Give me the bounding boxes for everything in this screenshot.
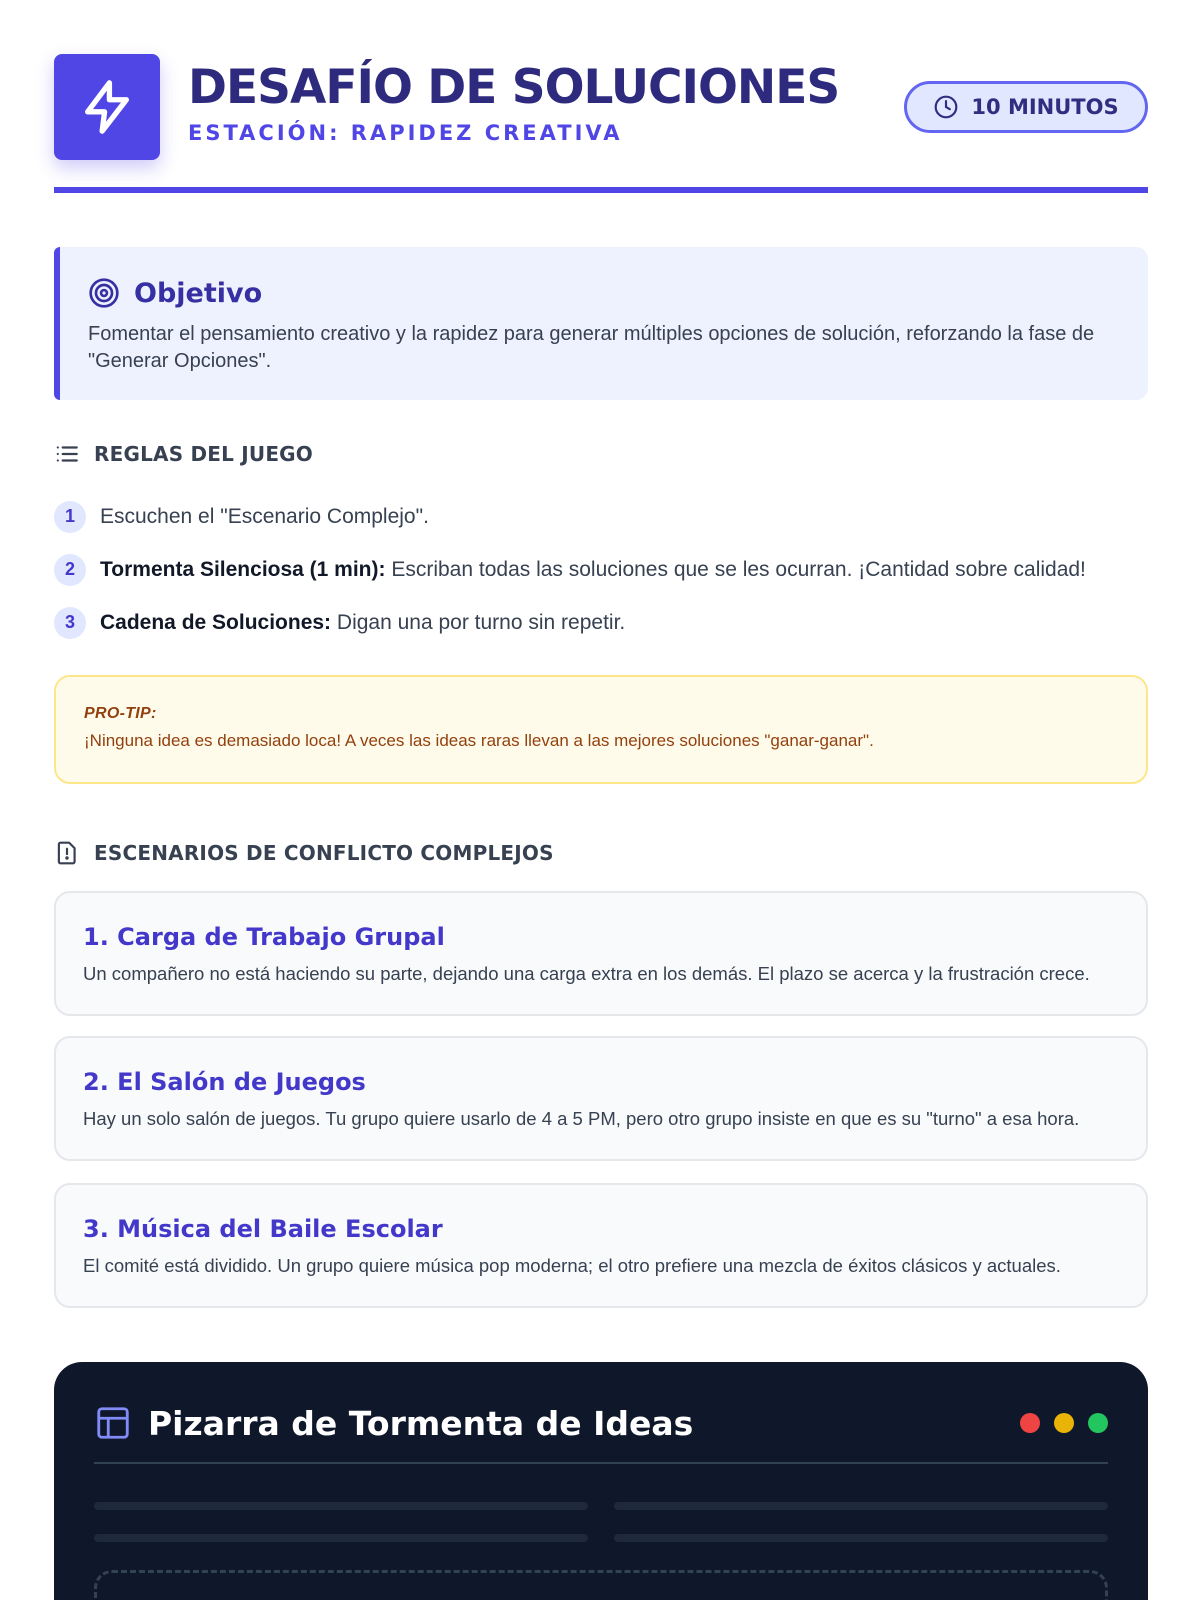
scenario-card [54, 891, 1148, 1016]
challenge-page [54, 0, 1148, 1443]
rule-item [54, 490, 1148, 543]
page-title: DESAFÍO DE SOLUCIONES [188, 60, 840, 115]
board-title: Pizarra de Tormenta de Ideas [148, 1403, 694, 1443]
objective-title: Objetivo [134, 277, 263, 309]
brainstorm-board [54, 1362, 1148, 1600]
header-divider [54, 187, 1148, 193]
rules-list [54, 490, 1148, 649]
list-icon [54, 441, 80, 467]
pro-tip-label: PRO-TIP: [84, 705, 157, 722]
rule-item [54, 543, 1148, 596]
header [54, 0, 1148, 194]
yellow-dot [1054, 1413, 1074, 1433]
scenario-title: 3. Música del Baile Escolar [83, 1215, 443, 1243]
scenario-text: Un compañero no está haciendo su parte, dejando una carga extra en los demás. El plazo se acerca y la frustración crece. [83, 963, 1090, 984]
objective-text: Fomentar el pensamiento creativo y la rapidez para generar múltiples opciones de solución, reforzando la fase de "Generar Opciones". [88, 323, 1095, 372]
pro-tip-box [54, 675, 1148, 784]
placeholder-line [94, 1534, 588, 1542]
time-badge-label: 10 MINUTOS [971, 95, 1119, 119]
board-header [94, 1362, 1108, 1464]
green-dot [1088, 1413, 1108, 1433]
rule-number: 2 [54, 554, 86, 586]
pro-tip-text: ¡Ninguna idea es demasiado loca! A veces las ideas raras llevan a las mejores soluciones "ganar-ganar". [84, 731, 874, 750]
alert-file-icon [54, 840, 80, 866]
scenarios-heading [54, 840, 554, 866]
lightning-icon [78, 78, 136, 136]
idea-input-area[interactable] [94, 1570, 1108, 1600]
target-icon [88, 277, 120, 309]
window-dots [1020, 1413, 1108, 1433]
rule-number: 1 [54, 501, 86, 533]
rules-heading-label: REGLAS DEL JUEGO [94, 442, 314, 466]
scenario-text: Hay un solo salón de juegos. Tu grupo quiere usarlo de 4 a 5 PM, pero otro grupo insiste en que es su "turno" a esa hora. [83, 1108, 1080, 1129]
scenario-card [54, 1183, 1148, 1308]
rule-text: Cadena de Soluciones: Digan una por turno sin repetir. [100, 610, 626, 634]
placeholder-line [614, 1534, 1108, 1542]
rules-heading [54, 441, 313, 467]
rule-text: Escuchen el "Escenario Complejo". [100, 504, 429, 528]
station-subtitle: ESTACIÓN: RAPIDEZ CREATIVA [188, 121, 623, 145]
time-badge [904, 81, 1148, 133]
red-dot [1020, 1413, 1040, 1433]
clock-icon [933, 94, 959, 120]
scenario-title: 2. El Salón de Juegos [83, 1068, 366, 1096]
rule-text: Tormenta Silenciosa (1 min): Escriban todas las soluciones que se les ocurran. ¡Cantidad sobre calidad! [100, 557, 1086, 581]
placeholder-line [614, 1502, 1108, 1510]
board-placeholder-lines [94, 1502, 1108, 1562]
objective-box [54, 247, 1148, 400]
rule-number: 3 [54, 607, 86, 639]
rule-item [54, 596, 1148, 649]
scenarios-heading-label: ESCENARIOS DE CONFLICTO COMPLEJOS [94, 841, 554, 865]
scenario-text: El comité está dividido. Un grupo quiere música pop moderna; el otro prefiere una mezcla de éxitos clásicos y actuales. [83, 1255, 1061, 1276]
layout-icon [94, 1404, 132, 1442]
logo [54, 54, 160, 160]
scenario-title: 1. Carga de Trabajo Grupal [83, 923, 445, 951]
scenario-card [54, 1036, 1148, 1161]
placeholder-line [94, 1502, 588, 1510]
